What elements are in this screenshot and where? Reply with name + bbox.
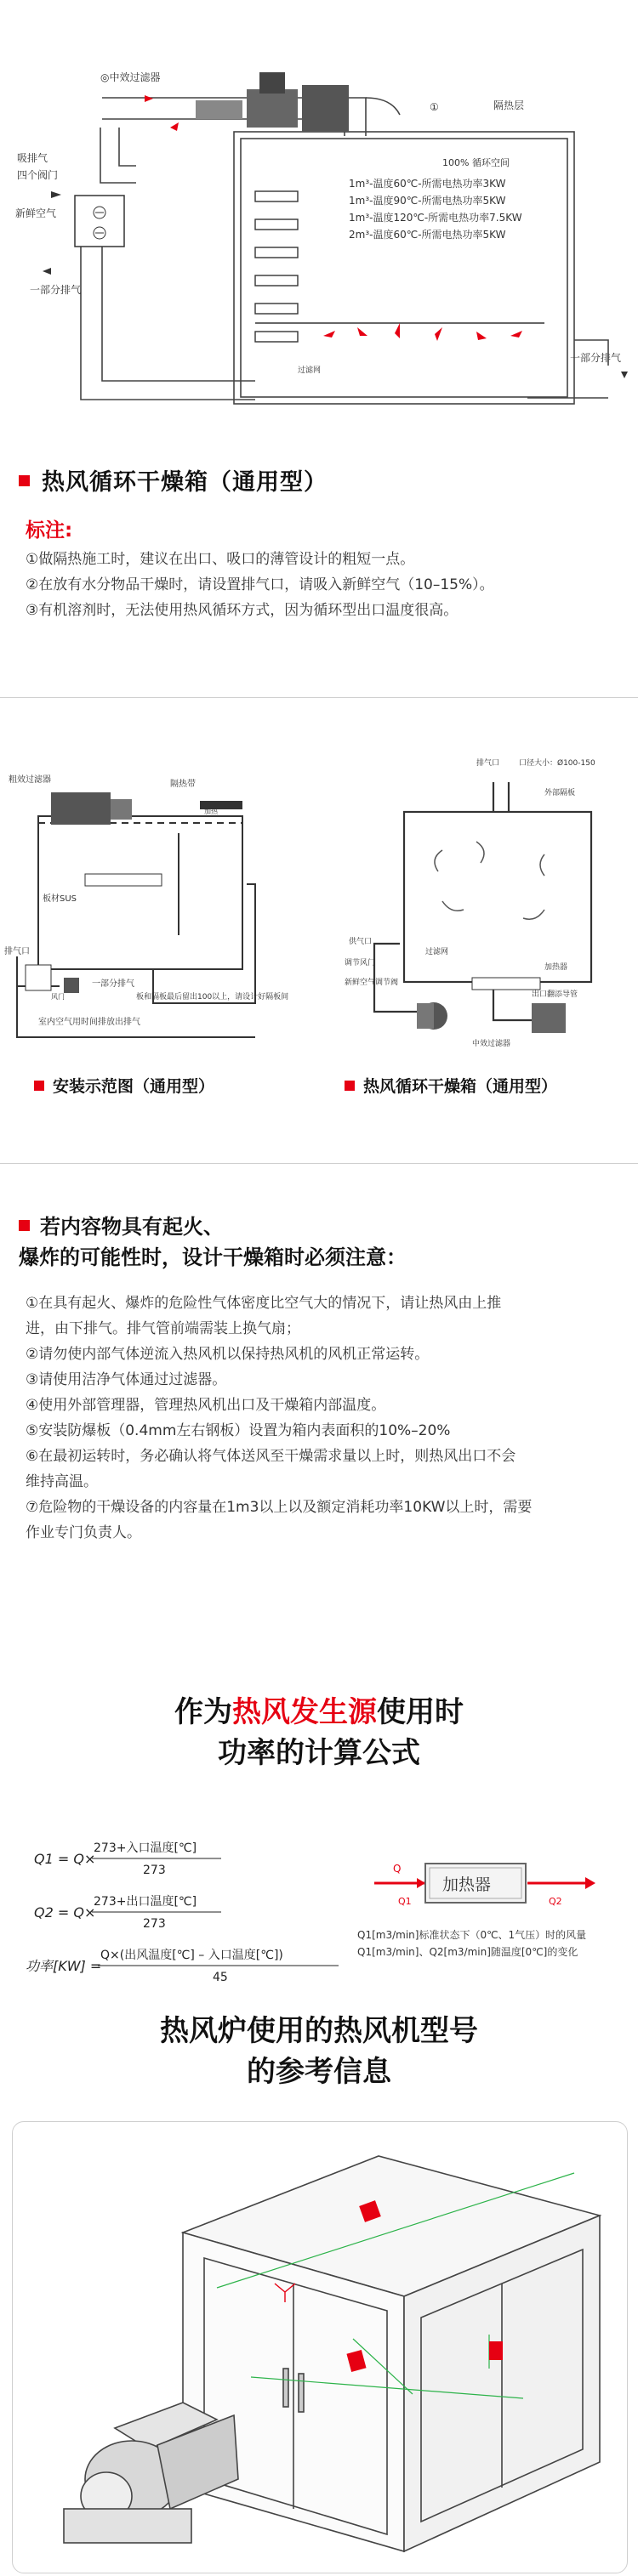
d2-sus: 板材SUS [43, 894, 77, 904]
warn-item: ①在具有起火、爆炸的危险性气体密度比空气大的情况下，请让热风由上推 [26, 1295, 502, 1312]
warn-item: 作业专门负责人。 [26, 1524, 141, 1541]
warn-item: ③请使用洁净气体通过过滤器。 [26, 1371, 227, 1388]
d2-heater-small: 加热 [204, 808, 218, 815]
note-item: ③有机溶剂时，无法使用热风循环方式，因为循环型出口温度很高。 [26, 602, 459, 619]
section4-title-line1: 热风炉使用的热风机型号 [160, 2014, 478, 2048]
d2-r-heater: 加热器 [544, 963, 568, 972]
note-item: ②在放有水分物品干燥时，请设置排气口，请吸入新鲜空气（10–15%）。 [26, 576, 494, 593]
d2-partial-exhaust: 一部分排气 [92, 979, 134, 989]
formula1-lhs: Q1 = Q× [34, 1851, 96, 1867]
caption-left-text: 安装示范图（通用型） [53, 1077, 215, 1096]
spec-line-4: 2m³-温度60℃-所需电热功率5KW [349, 229, 506, 241]
d2-r-outer-filter: 外部隔板 [544, 789, 576, 797]
label-fresh-air: 新鲜空气 [15, 207, 57, 219]
q-label: Q [393, 1863, 402, 1875]
section3-title-pre: 作为 [174, 1695, 232, 1729]
label-insulation: 隔热层 [493, 99, 525, 111]
formula1-den: 273 [143, 1864, 166, 1877]
formula3-lhs: 功率[KW] = [26, 1958, 102, 1974]
spec-line-1: 1m³-温度60℃-所需电热功率3KW [349, 178, 506, 190]
section4-title [0, 2011, 638, 2092]
warn-item: 进，由下排气。排气管前端需装上换气扇； [26, 1320, 300, 1337]
warn-item: 维持高温。 [26, 1473, 98, 1490]
section1-title-text: 热风循环干燥箱（通用型） [42, 469, 328, 496]
legend-line2: Q1[m3/min]、Q2[m3/min]随温度[0℃]的变化 [357, 1946, 578, 1958]
caption-marker [345, 1081, 355, 1091]
d2-filter: 粗效过滤器 [9, 775, 51, 785]
heater-label: 加热器 [442, 1875, 492, 1894]
d2-r-damper: 调节风门 [345, 959, 376, 967]
section2-items [26, 1291, 532, 1546]
section3-title-post: 使用时 [377, 1695, 464, 1729]
formula2-lhs: Q2 = Q× [34, 1904, 96, 1921]
d2-valve: 风门 [51, 993, 65, 1001]
label-circle-mark: ① [430, 101, 439, 113]
caption-right-text: 热风循环干燥箱（通用型） [363, 1077, 558, 1096]
caption-left [34, 1074, 214, 1097]
section2-title-line1: 若内容物具有起火、 [40, 1215, 224, 1239]
section2-title [19, 1211, 407, 1273]
formula1-num: 273+入口温度[℃] [94, 1841, 197, 1855]
divider [0, 697, 638, 698]
d2-r-filter-net: 过滤网 [425, 948, 449, 956]
section3-title-red: 热风发生源 [232, 1695, 377, 1729]
caption-marker [34, 1081, 44, 1091]
label-mid-filter: ◎中效过滤器 [100, 71, 161, 83]
warn-item: ⑥在最初运转时，务必确认将气体送风至干燥需求量以上时，则热风出口不会 [26, 1448, 516, 1465]
section3-title-line2: 功率的计算公式 [218, 1736, 420, 1770]
label-intake: 吸排气 [17, 152, 48, 164]
formula-panel [0, 1811, 638, 1998]
four-valve-box [75, 196, 124, 247]
d2-bottom-note: 室内空气用时间排放出排气 [38, 1018, 140, 1027]
d2-r-fresh-air: 新鲜空气调节阀 [345, 979, 399, 987]
warn-item: ②请勿使内部气体逆流入热风机以保持热风机的风机正常运转。 [26, 1346, 430, 1363]
oven-isometric-render [13, 2122, 627, 2573]
section4-title-line2: 的参考信息 [247, 2055, 391, 2089]
d2-r-outlet: 出口翻添导管 [532, 990, 578, 999]
label-filter: 过滤网 [298, 366, 322, 375]
note-heading: 标注: [26, 519, 73, 542]
spec-line-3: 1m³-温度120℃-所需电热功率7.5KW [349, 212, 522, 224]
q2-label: Q2 [549, 1896, 562, 1907]
q1-label: Q1 [398, 1896, 412, 1907]
warn-item: ⑤安装防爆板（0.4mm左右钢板）设置为箱内表面积的10%–20% [26, 1422, 451, 1439]
divider [0, 1163, 638, 1164]
spec-title: 100% 循环空间 [442, 157, 510, 168]
d2-r-supply: 供气口 [349, 938, 373, 946]
warn-item: ⑦危险物的干燥设备的内容量在1m3以上以及额定消耗功率10KW以上时，需要 [26, 1499, 533, 1516]
warn-item: ④使用外部管理器，管理热风机出口及干燥箱内部温度。 [26, 1397, 386, 1414]
d2-r-exhaust-port: 排气口 [476, 759, 500, 768]
fan-motor [196, 72, 349, 132]
formula3-num: Q×(出风温度[℃] – 入口温度[℃]) [100, 1949, 283, 1962]
formula3-den: 45 [213, 1971, 228, 1984]
title-marker [19, 475, 30, 486]
d2-heater: 隔热带 [170, 780, 196, 789]
section3-title [0, 1692, 638, 1773]
d2-shelf-note: 板和隔板最后留出100以上，请设计好隔板间 [136, 993, 289, 1001]
heater-graphic [374, 1863, 595, 1907]
section1-title [19, 463, 328, 496]
title-marker [19, 1220, 30, 1231]
flow-arrows [43, 191, 628, 378]
label-partial-exhaust-right: 一部分排气 [570, 352, 622, 364]
caption-right [345, 1074, 557, 1097]
d2-r-mid-filter: 中效过滤器 [472, 1040, 511, 1048]
label-partial-exhaust-left: 一部分排气 [30, 284, 82, 296]
legend-line1: Q1[m3/min]标准状态下（0℃、1气压）时的风量 [357, 1929, 587, 1941]
section1-notes [26, 547, 494, 623]
d2-exhaust: 排气口 [4, 947, 30, 956]
installation-diagrams [0, 731, 638, 1063]
section2-title-line2: 爆炸的可能性时，设计干燥箱时必须注意： [19, 1245, 407, 1269]
spec-line-2: 1m³-温度90℃-所需电热功率5KW [349, 195, 506, 207]
formula2-num: 273+出口温度[℃] [94, 1895, 197, 1909]
oven-render-frame [12, 2121, 628, 2573]
formula2-den: 273 [143, 1917, 166, 1931]
d2-r-port-dia: 口径大小：Ø100-150 [519, 759, 595, 768]
note-item: ①做隔热施工时，建议在出口、吸口的薄管设计的粗短一点。 [26, 551, 415, 568]
label-four-valve: 四个阀门 [17, 169, 59, 181]
hot-air-circulation-diagram [0, 0, 638, 434]
